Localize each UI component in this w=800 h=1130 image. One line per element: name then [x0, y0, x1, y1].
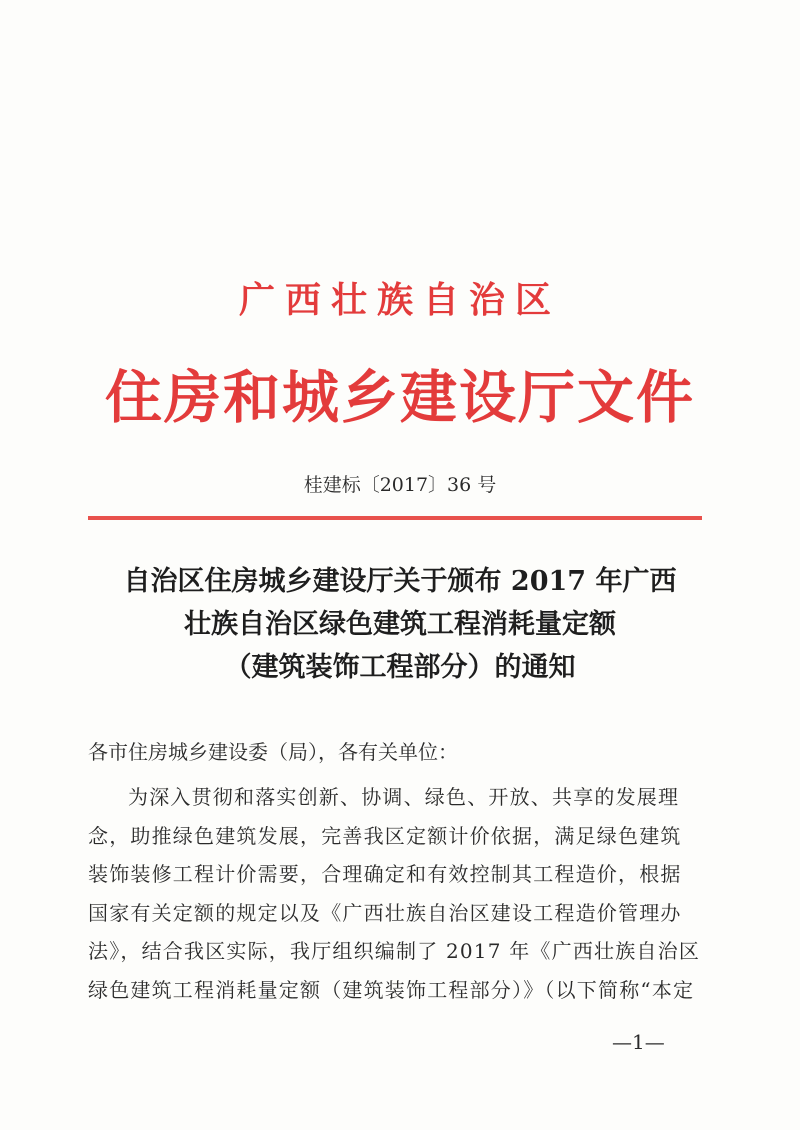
body-line-6: 绿色建筑工程消耗量定额（建筑装饰工程部分）》（以下简称“本定	[88, 977, 695, 1002]
document-number: 桂建标〔2017〕36 号	[303, 474, 497, 496]
body-line-4: 国家有关定额的规定以及《广西壮族自治区建设工程造价管理办	[88, 900, 682, 925]
body-line-2: 念，助推绿色建筑发展，完善我区定额计价依据，满足绿色建筑	[88, 823, 682, 848]
body-line-1: 为深入贯彻和落实创新、协调、绿色、开放、共享的发展理	[128, 785, 680, 809]
body-line-3: 装饰装修工程计价需要，合理确定和有效控制其工程造价，根据	[88, 862, 682, 886]
body-paragraph	[88, 778, 708, 1009]
document-title	[60, 560, 740, 689]
body-line-5: 法》，结合我区实际，我厅组织编制了 2017 年《广西壮族自治区	[88, 939, 701, 963]
page-number: —1—	[612, 1030, 665, 1054]
salutation: 各市住房城乡建设委（局），各有关单位：	[88, 740, 458, 764]
title-line-2: 壮族自治区绿色建筑工程消耗量定额	[184, 609, 616, 640]
red-divider-line	[88, 516, 702, 520]
issuer-name-line1: 广西壮族自治区	[238, 279, 561, 321]
issuer-name-line2: 住房和城乡建设厅文件	[105, 364, 695, 431]
title-line-1: 自治区住房城乡建设厅关于颁布 2017 年广西	[123, 566, 677, 597]
title-line-3: （建筑装饰工程部分）的通知	[224, 652, 576, 683]
